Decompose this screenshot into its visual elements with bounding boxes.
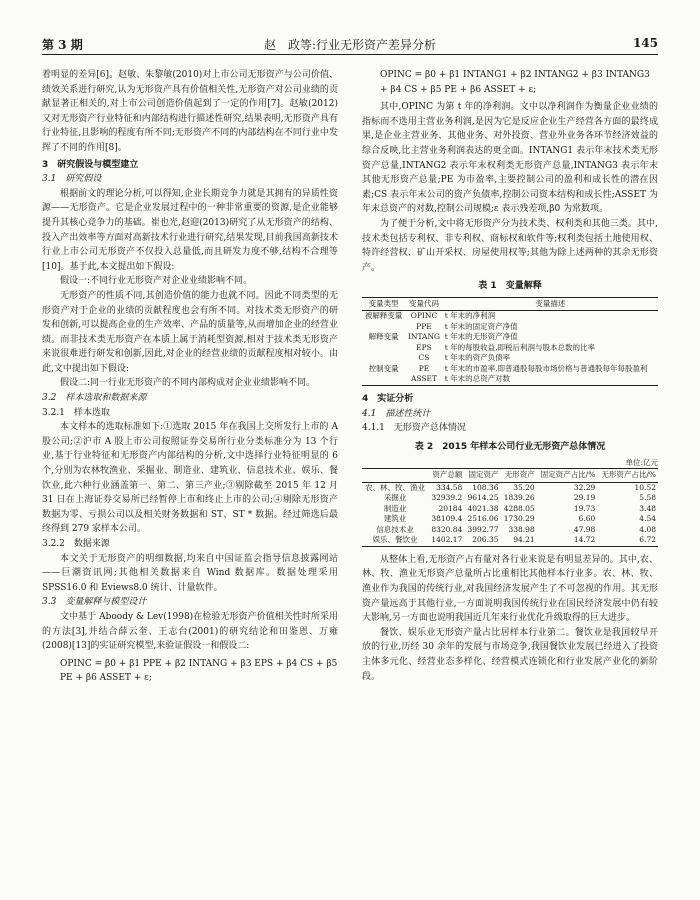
right-column	[362, 68, 658, 684]
table-header: 固定资产	[464, 469, 500, 483]
table-cell: 解释变量	[368, 332, 399, 342]
subsubsection-heading: 3.2.1 样本选取	[42, 407, 110, 418]
table-header: 变量类型	[362, 297, 405, 311]
table-cell: OPINC	[410, 311, 438, 321]
table-cell: 1839.26	[503, 493, 535, 503]
table-row	[362, 482, 658, 493]
model-equation-one: OPINC = β0 + β1 PPE + β2 INTANG + β3 EPS + β4 CS + β5 PE + β6 ASSET + ε;	[60, 658, 338, 684]
table-cell: 338.98	[508, 524, 535, 534]
subsubsection-heading: 4.1.1 无形资产总体情况	[362, 423, 466, 434]
table-row	[362, 504, 658, 515]
table-cell: 信息技术业	[376, 524, 414, 534]
table-cell: PE	[418, 363, 430, 373]
table-cell: 2516.06	[467, 514, 499, 524]
table-cell: 94.21	[501, 535, 537, 546]
table-cell: t 年末的无形资产净值	[444, 332, 518, 342]
paragraph: 为了便于分析,文中将无形资产分为技术类、权利类和其他三类。其中,技术类包括专利权、非专利权、商标权和软件等;权利类包括土地使用权、特许经营权、矿山开采权、房屋使用权等;其他为除上述两种的其余无形资产。	[362, 218, 658, 273]
table-row	[362, 374, 658, 385]
table-cell: 6.72	[597, 535, 658, 546]
table-header	[362, 469, 428, 483]
paragraph: 本文关于无形资产的明细数据,均来自中国证监会指导信息披露网站——巨潮资讯网;其他相关数据来自 Wind 数据库。数据处理采用 SPSS16.0 和 Eviews8.0 统计、计量软件。	[42, 553, 338, 593]
paragraph: 餐饮、娱乐业无形资产量占比居样本行业第二。餐饮业是我国较早开放的行业,历经 30 余年的发展与市场竞争,我国餐饮业发展已经进入了投资主体多元化、经营业态多样化、经营模式连锁化和行业发展产业化的新阶段。	[362, 627, 658, 682]
table-cell: 5.58	[639, 493, 656, 503]
table-header: 变量代码	[405, 297, 443, 311]
table-cell: 4288.05	[503, 503, 535, 513]
page-number: 145	[632, 36, 658, 50]
issue-number: 第 3 期	[42, 38, 83, 52]
table-row	[362, 535, 658, 546]
table-row	[362, 493, 658, 504]
table-cell: 334.58	[436, 482, 463, 492]
table-row	[362, 364, 658, 375]
table-cell: 4.54	[639, 514, 656, 524]
table-cell: 4021.38	[467, 503, 499, 513]
table-cell: 建筑业	[383, 514, 407, 524]
table-cell: 3.48	[639, 503, 656, 513]
table-cell: 47.98	[573, 524, 596, 534]
table1-caption: 表 1 变量解释	[478, 281, 542, 292]
variable-table	[362, 297, 658, 386]
table2-unit: 单位:亿元	[625, 458, 658, 468]
table-header: 无形资产占比/%	[597, 469, 658, 483]
model-equation-two: OPINC = β0 + β1 INTANG1 + β2 INTANG2 + β3 INTANG3 + β4 CS + β5 PE + β6 ASSET + ε;	[380, 70, 650, 95]
table2-caption: 表 2 2015 年样本公司行业无形资产总体情况	[414, 441, 606, 452]
table-cell: t 年末的净利润	[444, 311, 496, 321]
table-cell: INTANG	[407, 332, 441, 342]
table-cell	[362, 374, 405, 385]
section-heading: 3 研究假设与模型建立	[42, 159, 139, 170]
table-cell: 3992.77	[467, 524, 499, 534]
page-header	[42, 34, 658, 55]
table-cell	[362, 343, 405, 354]
paragraph: 着明显的差异[6]。赵敏、朱黎敏(2010)对上市公司无形资产与公司价值、绩效关系进行研究,认为无形资产具有价值相关性,无形资产对公司业绩的贡献显著正相关的,对上市公司创造价值起到了一定的作用[7]。赵敏(2012)又对无形资产行业特征和内部结构进行描述性研究,结果表明,无形资产具有行业特征,且影响的程度有所不同;无形资产不同的内部结构在不同行业中发挥了不同的作用[8]。	[42, 70, 338, 153]
subsubsection-heading: 3.2.2 数据来源	[42, 539, 110, 549]
table-cell: ASSET	[405, 374, 443, 385]
table-cell: 农、林、牧、渔业	[365, 482, 426, 492]
subsection-heading: 3.2 样本选取和数据来源	[42, 393, 147, 404]
paragraph: 从整体上看,无形资产占有量对各行业来说是有明显差异的。其中,农、林、牧、渔业无形资产总量所占比重相比其他样本行业多。农、林、牧、渔业作为我国的传统行业,对我国经济发展产生了不可忽视的作用。其无形资产量远高于其他行业,一方面说明我国传统行业在国民经济发展中仍有较大影响,另一方面也说明我国近几年来行业优化升级取得的巨大进步。	[362, 554, 658, 624]
asset-table	[362, 468, 658, 547]
table-cell: 制造业	[383, 503, 407, 513]
table-header: 固定资产占比/%	[537, 469, 598, 483]
hypothesis-two: 假设二:同一行业无形资产的不同内部构成对企业业绩影响不同。	[60, 378, 316, 389]
table-cell: 32.29	[573, 482, 596, 492]
table-cell: t 年末的市盈率,即普通股每股市场价格与普通股每年每股盈利	[444, 363, 648, 373]
table-cell: t 年末的总资产对数	[443, 374, 658, 385]
table-row	[362, 353, 658, 364]
table-cell: 38109.4	[431, 514, 463, 524]
hypothesis-one: 假设一:不同行业无形资产对企业业绩影响不同。	[60, 276, 253, 287]
table-cell: 206.35	[464, 535, 500, 546]
paragraph: 文中基于 Aboody & Lev(1998)在检验无形资产价值相关性时所采用的方法[3],并结合薛云奎、王志台(2001)的研究结论和田鉴恩、万雍(2008)[13]的实证研究模型,来验证假设一和假设二:	[42, 611, 338, 652]
table-cell: 1730.29	[503, 514, 535, 524]
table-cell: 娱乐、餐饮业	[362, 535, 428, 546]
paragraph: 本文样本的选取标准如下:①选取 2015 年在我国上交所发行上市的 A 股公司;②沪市 A 股上市公司按照证券交易所行业分类标准分为 13 个行业,基于行业特征和无形资产内部结构的分析,文中选择行业特征明显的 6 个,分别为农林牧渔业、采掘业、制造业、建筑业、信息技术业、娱乐、餐饮业,此六种行业涵盖第一、第二、第三产业;③剔除截至 2015 年 12 月 31 日在上海证券交易所已经暂停上市和终止上市的公司;④剔除无形资产数据为零、亏损公司以及相关财务数据和 ST、ST * 数据。经过筛选后最终得到 279 家样本公司。	[42, 422, 338, 535]
subsection-heading: 3.1 研究假设	[42, 174, 102, 185]
table-cell: 19.73	[573, 503, 596, 513]
table-header: 变量描述	[443, 297, 658, 311]
table-row	[362, 311, 658, 322]
table-cell: 29.19	[573, 493, 596, 503]
table-cell: PPE	[416, 321, 432, 331]
table-row	[362, 343, 658, 354]
table-header: 资产总额	[428, 469, 464, 483]
table-cell: 10.52	[634, 482, 656, 492]
table-cell: 控制变量	[368, 363, 399, 373]
paragraph: 无形资产的性质不同,其创造价值的能力也就不同。因此不同类型的无形资产对于企业的业绩的贡献程度也会有所不同。对技术类无形资产的研发和创新,可以提高企业的生产效率、产品的质量等,从而增加企业的经营业绩。而非技术类无形资产在本质上属于消耗型资源,相对于技术类无形资产来说很难进行研发和创新,因此,对企业的经营业绩的贡献程度相对较小。由此,文中提出如下假设:	[42, 290, 338, 374]
table-cell: 32939.2	[431, 493, 463, 503]
subsection-heading: 3.3 变量解释与模型设计	[42, 597, 147, 608]
table-cell: 9614.25	[467, 493, 499, 503]
table-header: 无形资产	[501, 469, 537, 483]
paragraph: 其中,OPINC 为第 t 年的净利润。文中以净利润作为衡量企业业绩的指标而不选用主营业务利润,是因为它是反应企业生产经营各方面的最终成果,是企业主营业务、其他业务、对外投资、营业外业务各环节经济效益的综合反映,比主营业务利润表达的更全面。INTANG1 表示年末技术类无形资产总量,INTANG2 表示年末权利类无形资产总量,INTANG3 表示年末其他无形资产总量;PE 为市盈率,主要控制公司的盈利和成长性的潜在因素;CS 表示年末公司的资产负债率,控制公司资本结构和成长性;ASSET 为年末总资产的对数,控制公司规模;ε 表示残差项,β0 为常数项。	[362, 102, 658, 215]
table-cell: EPS	[416, 342, 432, 352]
table-cell: 采掘业	[383, 493, 407, 503]
table-cell: 6.60	[578, 514, 596, 524]
table-cell: 108.36	[472, 482, 499, 492]
table-row	[362, 332, 658, 343]
table-cell: 14.72	[537, 535, 598, 546]
table-cell: 20184	[438, 503, 463, 513]
table-cell: t 年末的固定资产净值	[444, 321, 518, 331]
table-cell: CS	[418, 353, 430, 363]
table-cell: 35.20	[513, 482, 535, 492]
paragraph: 根据前文的理论分析,可以得知,企业长期竞争力就是其拥有的异质性资源——无形资产。它是企业发展过程中的一种非常重要的资源,是企业能够提升其核心竞争力的基础。崔也光,赵迎(2013)研究了从无形资产的结构、投入产出效率等方面对高新技术行业进行研究,结果发现,目前我国高新技术行业上市公司无形资产不仅投入总量低,而且研发力度不够,结构不合理等[10]。基于此,本文提出如下假设:	[42, 188, 338, 272]
table-cell	[362, 353, 405, 364]
running-title: 赵 政等:行业无形资产差异分析	[263, 38, 437, 52]
table-cell	[362, 322, 405, 333]
left-column	[42, 68, 338, 689]
table-cell: t 年的每股收益,即税后利润与股本总数的比率	[444, 342, 596, 352]
table-cell: 被解释变量	[364, 311, 403, 321]
table-cell: 4.08	[639, 524, 656, 534]
table-row	[362, 514, 658, 525]
table-cell: 8320.84	[431, 524, 463, 534]
table-cell: t 年末的资产负债率	[444, 353, 511, 363]
section-heading: 4 实证分析	[362, 393, 414, 404]
table-cell: 1402.17	[428, 535, 464, 546]
subsection-heading: 4.1 描述性统计	[362, 408, 431, 419]
table-row	[362, 322, 658, 333]
table-row	[362, 525, 658, 536]
